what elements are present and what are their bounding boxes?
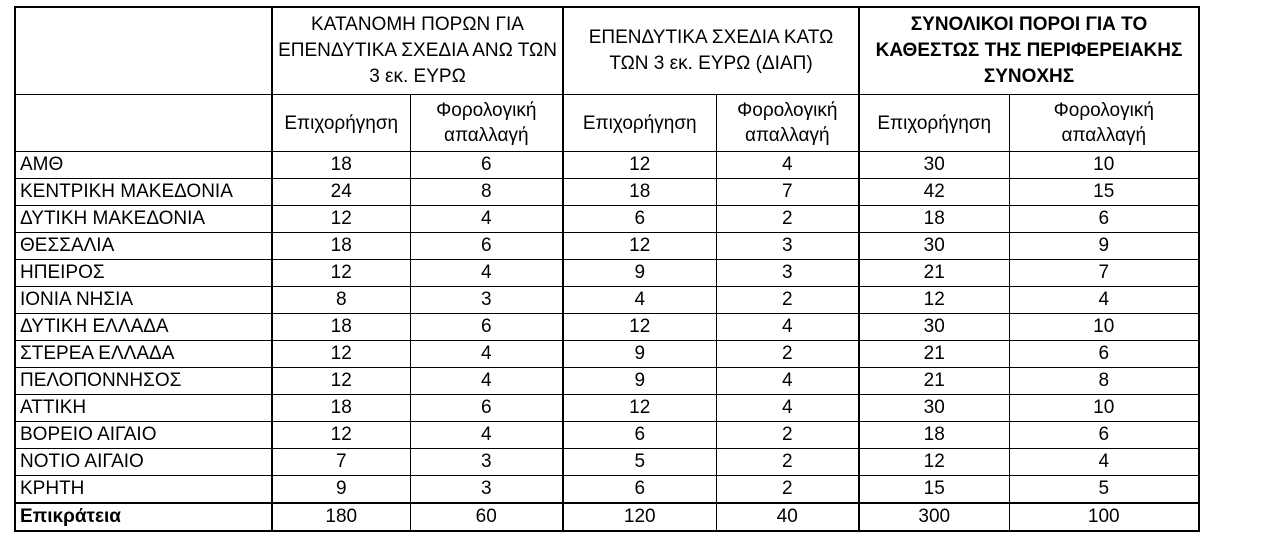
resource-allocation-table — [14, 6, 1200, 532]
grant-value: 180 — [272, 503, 410, 531]
grant-value: 21 — [859, 341, 1009, 368]
subheader-grant-2: Επιχορήγηση — [563, 95, 716, 152]
subheader-corner-cell — [15, 95, 272, 152]
table-row — [15, 260, 1199, 287]
region-name: ΑΤΤΙΚΗ — [15, 395, 272, 422]
grant-value: 18 — [272, 152, 410, 179]
tax-value: 2 — [716, 476, 859, 504]
grant-value: 9 — [563, 341, 716, 368]
grant-value: 6 — [563, 206, 716, 233]
total-row — [15, 503, 1199, 531]
region-name: ΝΟΤΙΟ ΑΙΓΑΙΟ — [15, 449, 272, 476]
grant-value: 18 — [563, 179, 716, 206]
grant-value: 5 — [563, 449, 716, 476]
grant-value: 30 — [859, 152, 1009, 179]
tax-value: 100 — [1009, 503, 1199, 531]
table-row — [15, 206, 1199, 233]
header-row-groups — [15, 7, 1199, 95]
tax-value: 6 — [410, 314, 563, 341]
tax-value: 9 — [1009, 233, 1199, 260]
grant-value: 12 — [859, 449, 1009, 476]
region-name: ΔΥΤΙΚΗ ΕΛΛΑΔΑ — [15, 314, 272, 341]
grant-value: 12 — [563, 395, 716, 422]
header-row-subheaders — [15, 95, 1199, 152]
tax-value: 3 — [716, 233, 859, 260]
grant-value: 12 — [272, 422, 410, 449]
tax-value: 3 — [410, 449, 563, 476]
header-group-above-3m: ΚΑΤΑΝΟΜΗ ΠΟΡΩΝ ΓΙΑ ΕΠΕΝΔΥΤΙΚΑ ΣΧΕΔΙΑ ΑΝΩ ΤΩΝ 3 εκ. ΕΥΡΩ — [272, 7, 563, 95]
table-row — [15, 233, 1199, 260]
region-name: ΚΡΗΤΗ — [15, 476, 272, 504]
tax-value: 8 — [1009, 368, 1199, 395]
tax-value: 4 — [716, 368, 859, 395]
grant-value: 12 — [563, 314, 716, 341]
grant-value: 12 — [272, 341, 410, 368]
tax-value: 7 — [716, 179, 859, 206]
grant-value: 12 — [563, 233, 716, 260]
tax-value: 2 — [716, 422, 859, 449]
subheader-tax-2: Φορολογική απαλλαγή — [716, 95, 859, 152]
region-name: ΑΜΘ — [15, 152, 272, 179]
tax-value: 15 — [1009, 179, 1199, 206]
tax-value: 6 — [410, 152, 563, 179]
grant-value: 6 — [563, 476, 716, 504]
grant-value: 30 — [859, 395, 1009, 422]
grant-value: 4 — [563, 287, 716, 314]
table-row — [15, 395, 1199, 422]
grant-value: 12 — [272, 260, 410, 287]
grant-value: 12 — [272, 206, 410, 233]
tax-value: 2 — [716, 449, 859, 476]
tax-value: 6 — [410, 395, 563, 422]
header-group-total: ΣΥΝΟΛΙΚΟΙ ΠΟΡΟΙ ΓΙΑ ΤΟ ΚΑΘΕΣΤΩΣ ΤΗΣ ΠΕΡΙΦΕΡΕΙΑΚΗΣ ΣΥΝΟΧΗΣ — [859, 7, 1199, 95]
header-corner-cell — [15, 7, 272, 95]
tax-value: 4 — [410, 260, 563, 287]
tax-value: 10 — [1009, 395, 1199, 422]
grant-value: 9 — [563, 368, 716, 395]
table-row — [15, 368, 1199, 395]
region-name: ΠΕΛΟΠΟΝΝΗΣΟΣ — [15, 368, 272, 395]
grant-value: 30 — [859, 233, 1009, 260]
tax-value: 2 — [716, 341, 859, 368]
tax-value: 6 — [1009, 422, 1199, 449]
subheader-tax-3: Φορολογική απαλλαγή — [1009, 95, 1199, 152]
grant-value: 18 — [272, 314, 410, 341]
grant-value: 6 — [563, 422, 716, 449]
grant-value: 7 — [272, 449, 410, 476]
region-name: ΣΤΕΡΕΑ ΕΛΛΑΔΑ — [15, 341, 272, 368]
grant-value: 21 — [859, 368, 1009, 395]
table-row — [15, 422, 1199, 449]
region-name: ΙΟΝΙΑ ΝΗΣΙΑ — [15, 287, 272, 314]
grant-value: 9 — [272, 476, 410, 504]
grant-value: 42 — [859, 179, 1009, 206]
region-name: ΒΟΡΕΙΟ ΑΙΓΑΙΟ — [15, 422, 272, 449]
table-row — [15, 179, 1199, 206]
tax-value: 6 — [410, 233, 563, 260]
grant-value: 300 — [859, 503, 1009, 531]
grant-value: 21 — [859, 260, 1009, 287]
total-label: Επικράτεια — [15, 503, 272, 531]
region-name: ΔΥΤΙΚΗ ΜΑΚΕΔΟΝΙΑ — [15, 206, 272, 233]
tax-value: 4 — [716, 314, 859, 341]
region-name: ΗΠΕΙΡΟΣ — [15, 260, 272, 287]
tax-value: 4 — [410, 422, 563, 449]
table-row — [15, 152, 1199, 179]
tax-value: 10 — [1009, 314, 1199, 341]
tax-value: 4 — [1009, 449, 1199, 476]
tax-value: 3 — [410, 287, 563, 314]
table-row — [15, 476, 1199, 504]
table-row — [15, 287, 1199, 314]
grant-value: 9 — [563, 260, 716, 287]
grant-value: 24 — [272, 179, 410, 206]
tax-value: 5 — [1009, 476, 1199, 504]
tax-value: 7 — [1009, 260, 1199, 287]
tax-value: 8 — [410, 179, 563, 206]
grant-value: 18 — [859, 422, 1009, 449]
region-name: ΘΕΣΣΑΛΙΑ — [15, 233, 272, 260]
tax-value: 2 — [716, 287, 859, 314]
subheader-tax-1: Φορολογική απαλλαγή — [410, 95, 563, 152]
grant-value: 120 — [563, 503, 716, 531]
tax-value: 4 — [1009, 287, 1199, 314]
tax-value: 10 — [1009, 152, 1199, 179]
table-row — [15, 449, 1199, 476]
tax-value: 4 — [410, 368, 563, 395]
region-name: ΚΕΝΤΡΙΚΗ ΜΑΚΕΔΟΝΙΑ — [15, 179, 272, 206]
tax-value: 4 — [716, 395, 859, 422]
tax-value: 6 — [1009, 206, 1199, 233]
tax-value: 4 — [716, 152, 859, 179]
grant-value: 12 — [859, 287, 1009, 314]
tax-value: 6 — [1009, 341, 1199, 368]
grant-value: 8 — [272, 287, 410, 314]
grant-value: 15 — [859, 476, 1009, 504]
tax-value: 4 — [410, 341, 563, 368]
tax-value: 3 — [410, 476, 563, 504]
resource-allocation-table-container — [14, 6, 1200, 532]
tax-value: 40 — [716, 503, 859, 531]
grant-value: 12 — [563, 152, 716, 179]
grant-value: 12 — [272, 368, 410, 395]
grant-value: 18 — [272, 233, 410, 260]
tax-value: 3 — [716, 260, 859, 287]
table-row — [15, 314, 1199, 341]
header-group-below-3m: ΕΠΕΝΔΥΤΙΚΑ ΣΧΕΔΙΑ ΚΑΤΩ ΤΩΝ 3 εκ. ΕΥΡΩ (ΔΙΑΠ) — [563, 7, 859, 95]
grant-value: 18 — [272, 395, 410, 422]
grant-value: 18 — [859, 206, 1009, 233]
subheader-grant-1: Επιχορήγηση — [272, 95, 410, 152]
subheader-grant-3: Επιχορήγηση — [859, 95, 1009, 152]
table-row — [15, 341, 1199, 368]
tax-value: 2 — [716, 206, 859, 233]
tax-value: 60 — [410, 503, 563, 531]
tax-value: 4 — [410, 206, 563, 233]
grant-value: 30 — [859, 314, 1009, 341]
